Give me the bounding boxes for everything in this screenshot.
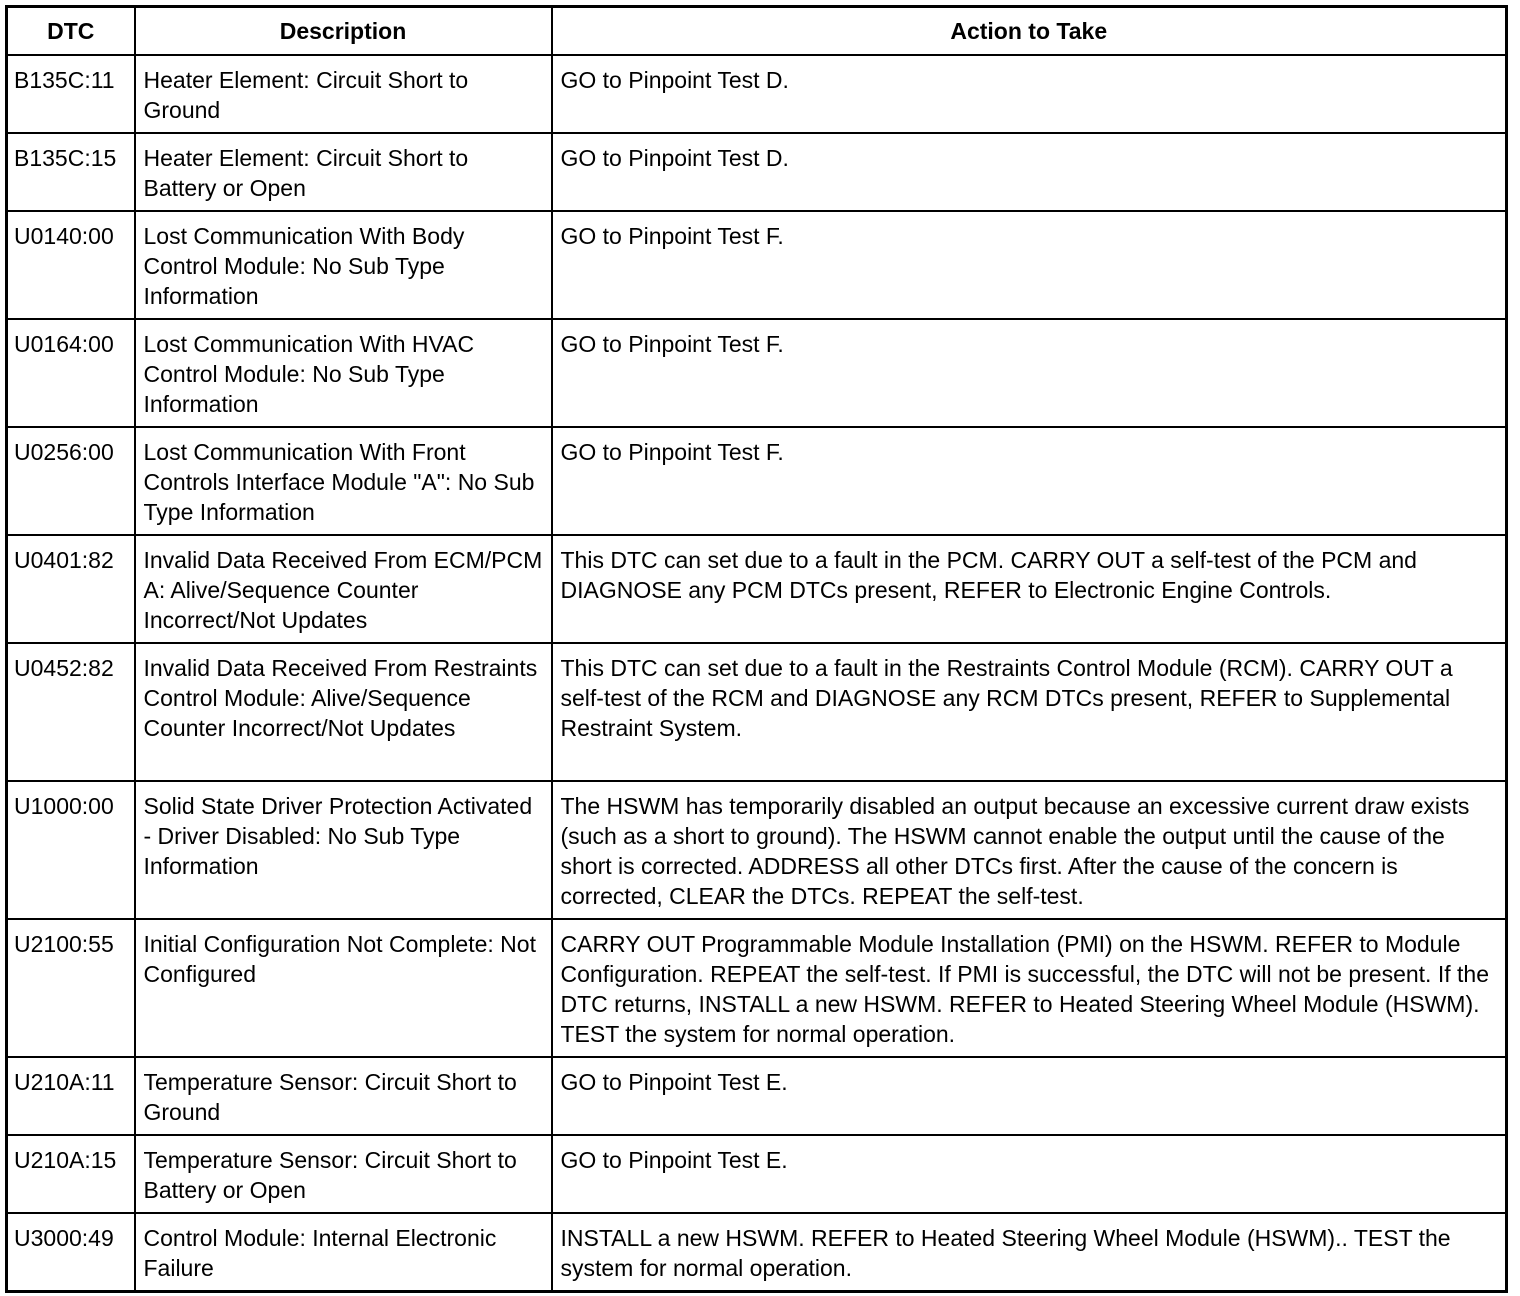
table-row — [7, 55, 1507, 133]
dtc-action: INSTALL a new HSWM. REFER to Heated Steering Wheel Module (HSWM).. TEST the system for normal operation. — [552, 1213, 1507, 1291]
dtc-code: U0256:00 — [7, 427, 135, 535]
table-row — [7, 1213, 1507, 1291]
dtc-code: U2100:55 — [7, 919, 135, 1057]
dtc-code: U3000:49 — [7, 1213, 135, 1291]
dtc-description: Temperature Sensor: Circuit Short to Ground — [135, 1057, 552, 1135]
dtc-action: GO to Pinpoint Test D. — [552, 133, 1507, 211]
dtc-description: Solid State Driver Protection Activated - Driver Disabled: No Sub Type Information — [135, 781, 552, 919]
table-body — [7, 55, 1507, 1291]
dtc-code: U210A:15 — [7, 1135, 135, 1213]
header-dtc: DTC — [7, 7, 135, 56]
dtc-action: This DTC can set due to a fault in the PCM. CARRY OUT a self-test of the PCM and DIAGNOSE any PCM DTCs present, REFER to Electronic Engine Controls. — [552, 535, 1507, 643]
table-row — [7, 1135, 1507, 1213]
dtc-description: Heater Element: Circuit Short to Ground — [135, 55, 552, 133]
dtc-description: Lost Communication With Front Controls Interface Module "A": No Sub Type Information — [135, 427, 552, 535]
dtc-action: CARRY OUT Programmable Module Installation (PMI) on the HSWM. REFER to Module Configuration. REPEAT the self-test. If PMI is successful, the DTC will not be present. If the DTC returns, INSTALL a new HSWM. REFER to Heated Steering Wheel Module (HSWM). TEST the system for normal operation. — [552, 919, 1507, 1057]
dtc-action: GO to Pinpoint Test E. — [552, 1057, 1507, 1135]
table-row — [7, 133, 1507, 211]
header-action: Action to Take — [552, 7, 1507, 56]
dtc-description: Temperature Sensor: Circuit Short to Battery or Open — [135, 1135, 552, 1213]
table-row — [7, 319, 1507, 427]
dtc-description: Lost Communication With HVAC Control Module: No Sub Type Information — [135, 319, 552, 427]
dtc-description: Initial Configuration Not Complete: Not Configured — [135, 919, 552, 1057]
dtc-action: GO to Pinpoint Test F. — [552, 427, 1507, 535]
dtc-code: U0401:82 — [7, 535, 135, 643]
dtc-code: U0452:82 — [7, 643, 135, 781]
dtc-code: U0164:00 — [7, 319, 135, 427]
dtc-code: U1000:00 — [7, 781, 135, 919]
table-header — [7, 7, 1507, 56]
table-row — [7, 643, 1507, 781]
dtc-table — [5, 5, 1508, 1293]
dtc-description: Heater Element: Circuit Short to Battery or Open — [135, 133, 552, 211]
table-row — [7, 211, 1507, 319]
dtc-action: GO to Pinpoint Test D. — [552, 55, 1507, 133]
table-row — [7, 781, 1507, 919]
dtc-description: Control Module: Internal Electronic Failure — [135, 1213, 552, 1291]
table-row — [7, 919, 1507, 1057]
dtc-description: Invalid Data Received From ECM/PCM A: Alive/Sequence Counter Incorrect/Not Updates — [135, 535, 552, 643]
dtc-action: This DTC can set due to a fault in the Restraints Control Module (RCM). CARRY OUT a self-test of the RCM and DIAGNOSE any RCM DTCs present, REFER to Supplemental Restraint System. — [552, 643, 1507, 781]
dtc-code: B135C:11 — [7, 55, 135, 133]
dtc-action: GO to Pinpoint Test F. — [552, 211, 1507, 319]
table-row — [7, 535, 1507, 643]
dtc-code: U0140:00 — [7, 211, 135, 319]
dtc-description: Invalid Data Received From Restraints Control Module: Alive/Sequence Counter Incorrect/Not Updates — [135, 643, 552, 781]
dtc-code: U210A:11 — [7, 1057, 135, 1135]
dtc-description: Lost Communication With Body Control Module: No Sub Type Information — [135, 211, 552, 319]
dtc-action: The HSWM has temporarily disabled an output because an excessive current draw exists (such as a short to ground). The HSWM cannot enable the output until the cause of the short is corrected. ADDRESS all other DTCs first. After the cause of the concern is corrected, CLEAR the DTCs. REPEAT the self-test. — [552, 781, 1507, 919]
dtc-code: B135C:15 — [7, 133, 135, 211]
table-row — [7, 427, 1507, 535]
dtc-action: GO to Pinpoint Test F. — [552, 319, 1507, 427]
table-row — [7, 1057, 1507, 1135]
header-row — [7, 7, 1507, 56]
dtc-action: GO to Pinpoint Test E. — [552, 1135, 1507, 1213]
header-description: Description — [135, 7, 552, 56]
